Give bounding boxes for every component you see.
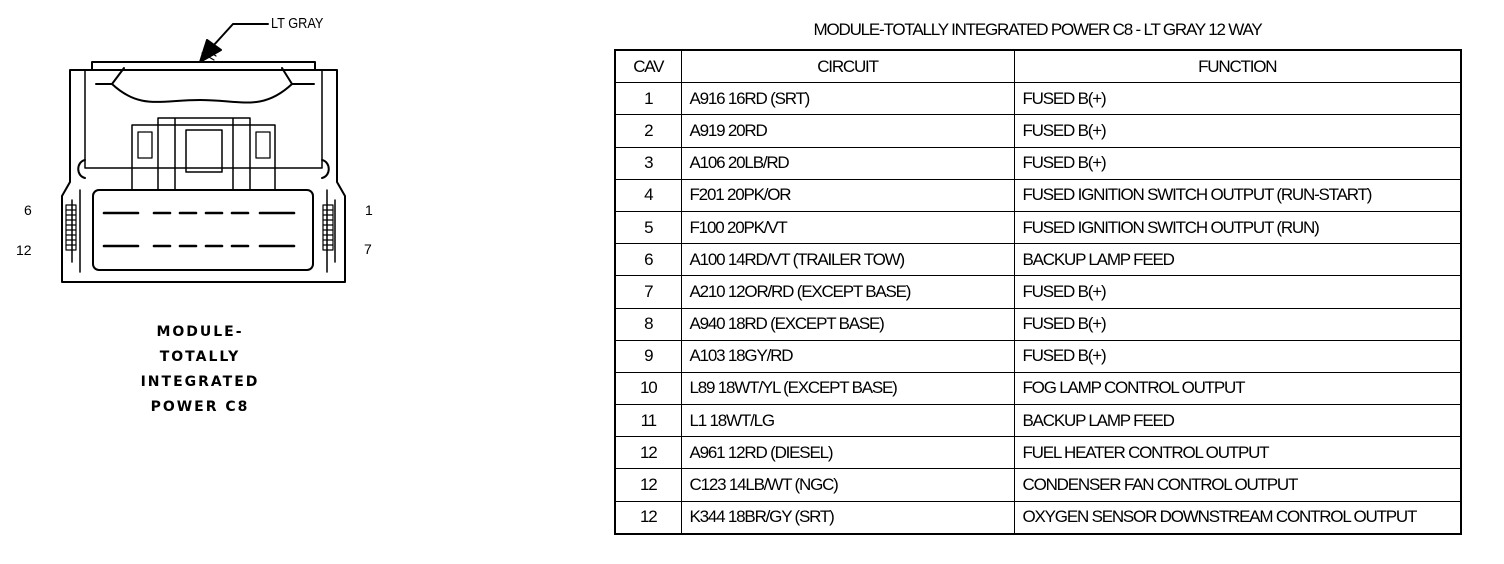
table-row — [615, 244, 1461, 276]
header-cav: CAV — [615, 50, 681, 83]
circuit-cell: L89 18WT/YL (EXCEPT BASE) — [681, 372, 1014, 404]
cav-cell: 5 — [615, 211, 681, 243]
circuit-cell: A940 18RD (EXCEPT BASE) — [681, 308, 1014, 340]
cav-cell: 9 — [615, 340, 681, 372]
circuit-cell: F100 20PK/VT — [681, 211, 1014, 243]
cav-cell: 12 — [615, 469, 681, 501]
function-cell: FUSED B(+) — [1014, 276, 1461, 308]
caption-line: MODULE- — [156, 324, 244, 340]
function-cell: FUSED B(+) — [1014, 115, 1461, 147]
connector-key-right — [323, 205, 333, 250]
circuit-cell: F201 20PK/OR — [681, 179, 1014, 211]
cav-cell: 12 — [615, 501, 681, 534]
table-row — [615, 211, 1461, 243]
pinout-table — [614, 49, 1462, 535]
table-row — [615, 115, 1461, 147]
table-row — [615, 340, 1461, 372]
function-cell: FUSED B(+) — [1014, 340, 1461, 372]
caption-line: POWER C8 — [150, 399, 250, 415]
connector-face-steps — [72, 190, 335, 272]
cav-cell: 3 — [615, 147, 681, 179]
function-cell: FUSED IGNITION SWITCH OUTPUT (RUN) — [1014, 211, 1461, 243]
callout-arrowhead — [200, 40, 221, 62]
function-cell: FUSED B(+) — [1014, 147, 1461, 179]
table-row — [615, 372, 1461, 404]
function-cell: FUEL HEATER CONTROL OUTPUT — [1014, 437, 1461, 469]
pin-label-12: 12 — [16, 242, 32, 258]
circuit-cell: A961 12RD (DIESEL) — [681, 437, 1014, 469]
circuit-cell: A100 14RD/VT (TRAILER TOW) — [681, 244, 1014, 276]
table-row — [615, 469, 1461, 501]
table-row — [615, 179, 1461, 211]
table-row — [615, 405, 1461, 437]
callout-leader-line — [213, 24, 268, 46]
table-row — [615, 501, 1461, 534]
function-cell: FOG LAMP CONTROL OUTPUT — [1014, 372, 1461, 404]
pin-label-6: 6 — [24, 202, 32, 218]
wire-color-label: LT GRAY — [271, 15, 324, 32]
circuit-cell: A210 12OR/RD (EXCEPT BASE) — [681, 276, 1014, 308]
function-cell: BACKUP LAMP FEED — [1014, 244, 1461, 276]
table-row — [615, 437, 1461, 469]
cav-cell: 10 — [615, 372, 681, 404]
connector-pin-face — [93, 190, 313, 270]
table-header-row — [615, 50, 1461, 83]
function-cell: FUSED B(+) — [1014, 308, 1461, 340]
cav-cell: 6 — [615, 244, 681, 276]
header-circuit: CIRCUIT — [681, 50, 1014, 83]
table-row — [615, 276, 1461, 308]
table-row — [615, 147, 1461, 179]
function-cell: FUSED B(+) — [1014, 83, 1461, 115]
connector-inner-wall — [85, 70, 322, 168]
function-cell: BACKUP LAMP FEED — [1014, 405, 1461, 437]
cav-cell: 11 — [615, 405, 681, 437]
connector-key-left — [66, 205, 76, 250]
header-function: FUNCTION — [1014, 50, 1461, 83]
function-cell: OXYGEN SENSOR DOWNSTREAM CONTROL OUTPUT — [1014, 501, 1461, 534]
pin-label-1: 1 — [365, 202, 373, 218]
pin-label-7: 7 — [364, 241, 372, 257]
module-caption — [100, 320, 300, 420]
connector-side-tab-left — [78, 160, 85, 178]
pinout-table-body — [615, 83, 1461, 534]
function-cell: CONDENSER FAN CONTROL OUTPUT — [1014, 469, 1461, 501]
cav-cell: 1 — [615, 83, 681, 115]
function-cell: FUSED IGNITION SWITCH OUTPUT (RUN-START) — [1014, 179, 1461, 211]
caption-line: TOTALLY — [159, 349, 241, 365]
connector-side-tab-right — [322, 160, 329, 178]
caption-line: INTEGRATED — [140, 374, 260, 390]
circuit-cell: A106 20LB/RD — [681, 147, 1014, 179]
table-title: MODULE-TOTALLY INTEGRATED POWER C8 - LT GRAY 12 WAY — [813, 20, 1262, 39]
table-row — [615, 83, 1461, 115]
cav-cell: 8 — [615, 308, 681, 340]
circuit-cell: L1 18WT/LG — [681, 405, 1014, 437]
cav-cell: 4 — [615, 179, 681, 211]
connector-latch-wave — [96, 68, 314, 103]
cav-cell: 12 — [615, 437, 681, 469]
connector-diagram — [0, 0, 420, 300]
cav-cell: 7 — [615, 276, 681, 308]
circuit-cell: A919 20RD — [681, 115, 1014, 147]
cav-cell: 2 — [615, 115, 681, 147]
circuit-cell: A916 16RD (SRT) — [681, 83, 1014, 115]
table-row — [615, 308, 1461, 340]
circuit-cell: K344 18BR/GY (SRT) — [681, 501, 1014, 534]
circuit-cell: C123 14LB/WT (NGC) — [681, 469, 1014, 501]
connector-lock-tower — [132, 118, 275, 190]
circuit-cell: A103 18GY/RD — [681, 340, 1014, 372]
connector-shell — [62, 70, 345, 282]
